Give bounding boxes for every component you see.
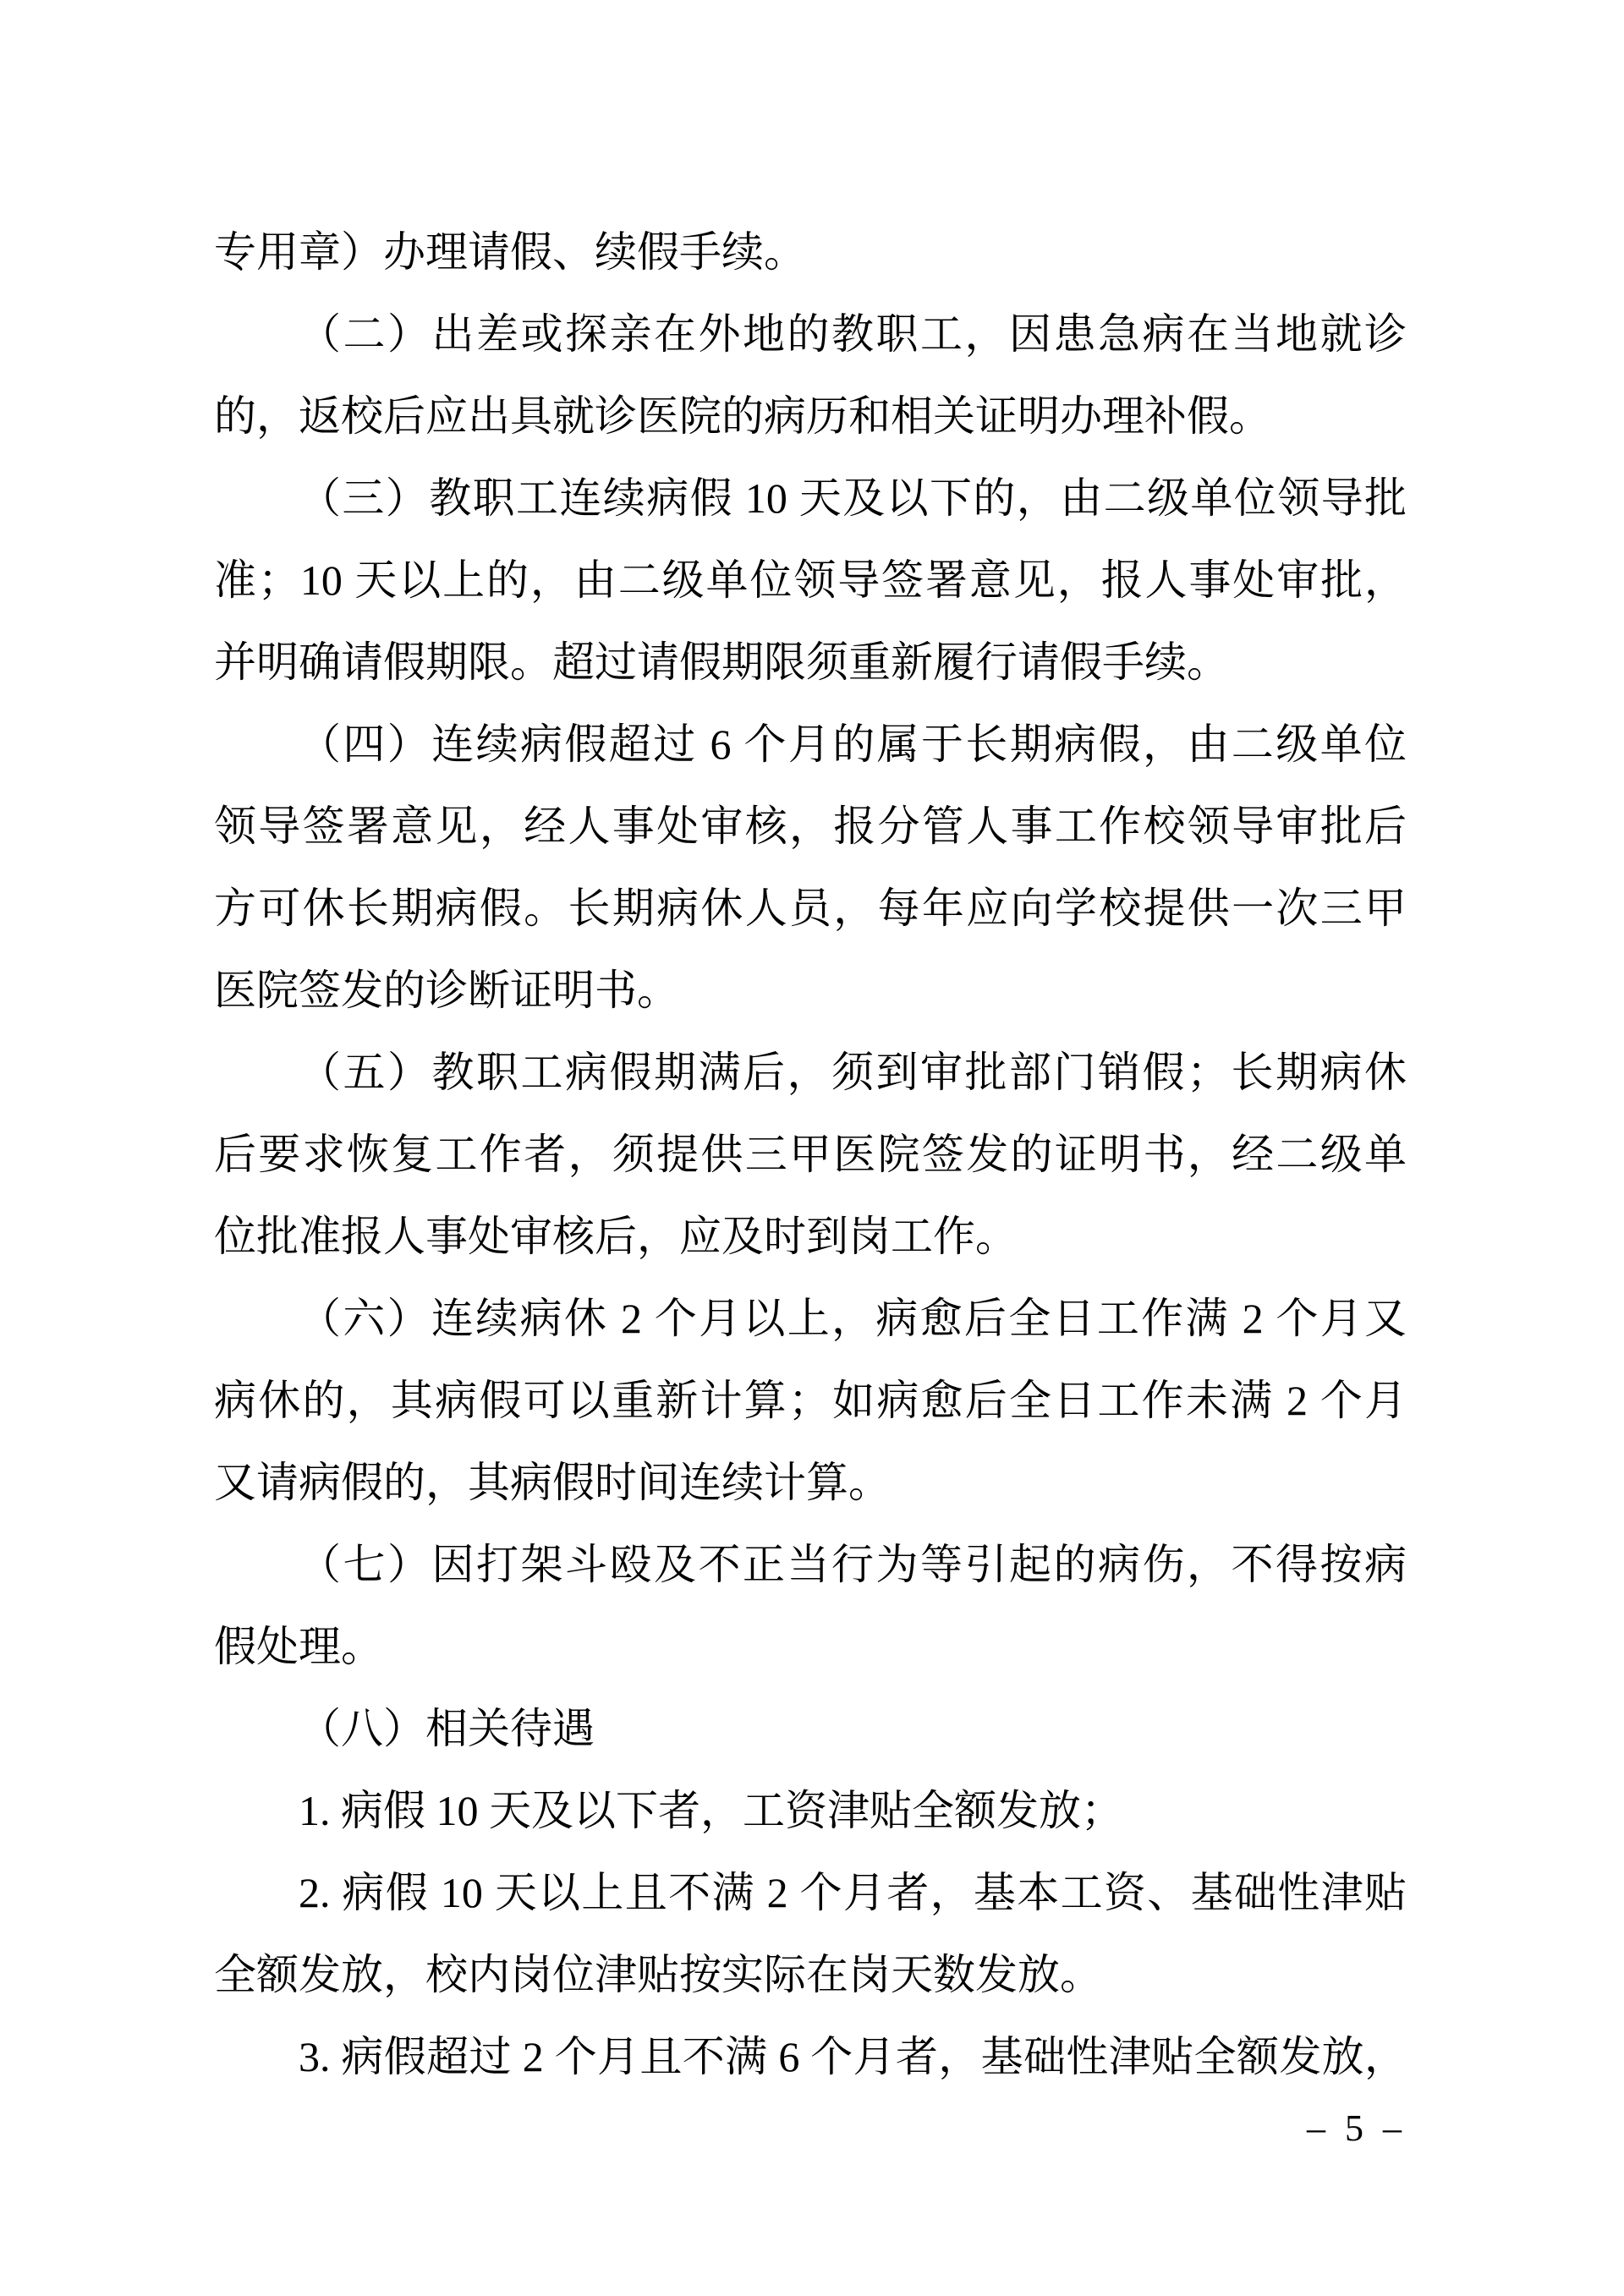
text-line: 准；10 天以上的，由二级单位领导签署意见，报人事处审批， [214, 556, 1407, 604]
text-line: 的，返校后应出具就诊医院的病历和相关证明办理补假。 [214, 392, 1271, 440]
text-line: 2. 病假 10 天以上且不满 2 个月者，基本工资、基础性津贴 [299, 1869, 1407, 1916]
text-line: 假处理。 [214, 1623, 383, 1670]
text-line: （八）相关待遇 [299, 1705, 595, 1752]
text-line: 3. 病假超过 2 个月且不满 6 个月者，基础性津贴全额发放， [299, 2033, 1407, 2080]
page-number: – 5 – [1307, 2107, 1407, 2149]
text-line: 并明确请假期限。超过请假期限须重新履行请假手续。 [214, 638, 1229, 686]
text-line: 位批准报人事处审核后，应及时到岗工作。 [214, 1213, 1018, 1260]
text-line: （二）出差或探亲在外地的教职工，因患急病在当地就诊 [299, 310, 1407, 358]
text-line: （四）连续病假超过 6 个月的属于长期病假，由二级单位 [299, 721, 1407, 768]
text-line: 病休的，其病假可以重新计算；如病愈后全日工作未满 2 个月 [214, 1377, 1407, 1424]
text-line: （六）连续病休 2 个月以上，病愈后全日工作满 2 个月又 [299, 1295, 1407, 1342]
text-line: （三）教职工连续病假 10 天及以下的，由二级单位领导批 [299, 474, 1407, 522]
text-line: （七）因打架斗殴及不正当行为等引起的病伤，不得按病 [299, 1541, 1407, 1588]
text-line: 方可休长期病假。长期病休人员，每年应向学校提供一次三甲 [214, 885, 1407, 932]
text-line: （五）教职工病假期满后，须到审批部门销假；长期病休 [299, 1049, 1407, 1096]
body-text [214, 211, 1407, 2098]
text-line: 又请病假的，其病假时间连续计算。 [214, 1459, 891, 1506]
text-line: 医院签发的诊断证明书。 [214, 967, 679, 1014]
text-line: 领导签署意见，经人事处审核，报分管人事工作校领导审批后 [214, 803, 1407, 850]
text-line: 1. 病假 10 天及以下者，工资津贴全额发放； [299, 1787, 1123, 1834]
text-line: 后要求恢复工作者，须提供三甲医院签发的证明书，经二级单 [214, 1131, 1407, 1178]
text-line: 全额发放，校内岗位津贴按实际在岗天数发放。 [214, 1951, 1102, 1998]
text-line: 专用章）办理请假、续假手续。 [214, 228, 806, 276]
